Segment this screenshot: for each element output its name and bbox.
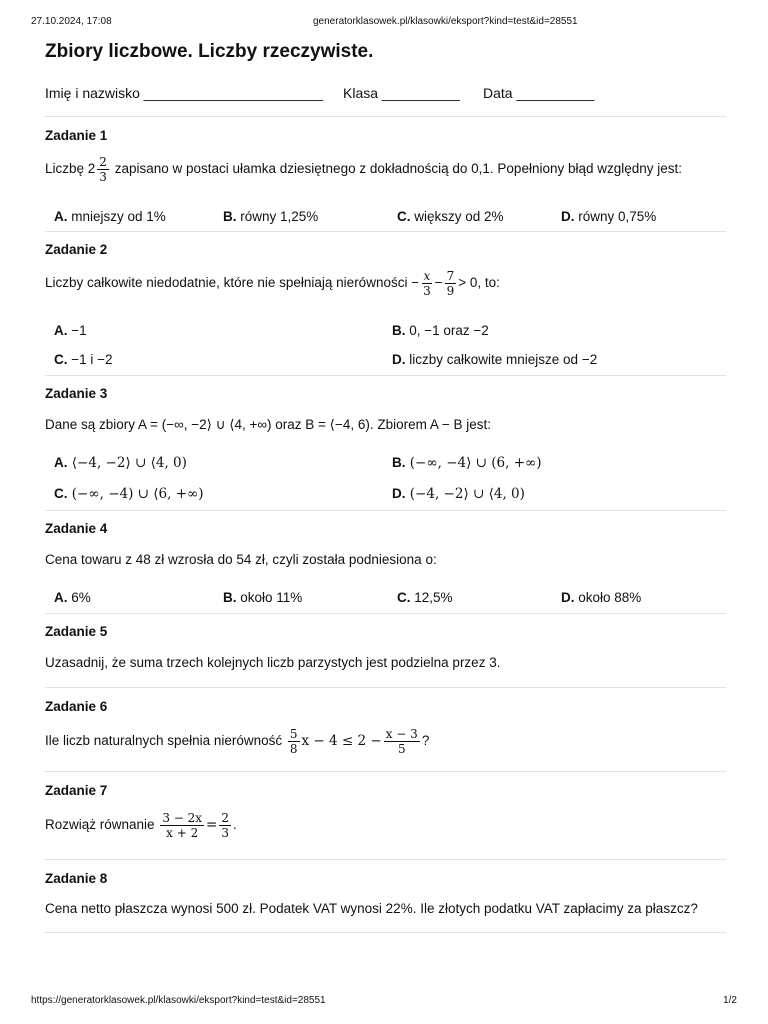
task-title: Zadanie 1: [45, 128, 108, 143]
print-date: 27.10.2024, 17:08: [31, 16, 112, 27]
task-title: Zadanie 8: [45, 871, 108, 886]
answer-option[interactable]: A. mniejszy od 1%: [54, 209, 166, 224]
print-footer-url: https://generatorklasowek.pl/klasowki/eksport?kind=test&id=28551: [31, 995, 326, 1006]
fraction-numerator: 2: [99, 155, 107, 169]
question-text: ?: [421, 733, 430, 749]
fraction-denominator: 3: [423, 284, 431, 298]
divider: [45, 932, 726, 933]
task-question: [45, 155, 682, 184]
task-8: [45, 860, 726, 932]
task-question: Cena towaru z 48 zł wzrosła do 54 zł, czyli została podniesiona o:: [45, 552, 437, 567]
fraction-denominator: 3: [221, 826, 229, 840]
answer-option[interactable]: D. liczby całkowite mniejsze od −2: [392, 352, 598, 367]
answer-option[interactable]: C. większy od 2%: [397, 209, 504, 224]
fraction: [384, 727, 420, 756]
answer-option[interactable]: D. równy 0,75%: [561, 209, 657, 224]
task-question: Dane są zbiory A = (−∞, −2⟩ ∪ ⟨4, +∞) oraz B = ⟨−4, 6). Zbiorem A − B jest:: [45, 417, 492, 432]
fraction-denominator: 8: [289, 742, 298, 756]
task-title: Zadanie 2: [45, 242, 108, 257]
fraction-denominator: 3: [99, 170, 107, 184]
student-info-line: [45, 85, 726, 105]
answer-option[interactable]: B. równy 1,25%: [223, 209, 319, 224]
name-field-label: Imię i nazwisko _______________________: [45, 85, 323, 101]
task-title: Zadanie 7: [45, 783, 108, 798]
fraction: [421, 269, 433, 298]
task-1: [45, 117, 726, 231]
task-3: [45, 376, 726, 510]
task-2: [45, 232, 726, 375]
math-expression: x − 4 ≤ 2 −: [301, 733, 382, 750]
answer-option[interactable]: D. około 88%: [561, 590, 642, 605]
question-text: .: [233, 817, 237, 833]
page-number: 1/2: [723, 995, 737, 1006]
task-title: Zadanie 3: [45, 386, 108, 401]
task-4: [45, 511, 726, 613]
fraction-denominator: 5: [397, 742, 406, 756]
question-text: Liczby całkowite niedodatnie, które nie spełniają nierówności −: [45, 275, 420, 291]
task-title: Zadanie 5: [45, 624, 108, 639]
fraction: [288, 727, 300, 756]
task-question: Cena netto płaszcza wynosi 500 zł. Podatek VAT wynosi 22%. Ile złotych podatku VAT zapłacimy za płaszcz?: [45, 901, 698, 916]
print-footer: [31, 995, 737, 1009]
fraction-numerator: 3 − 2x: [162, 811, 203, 825]
question-text: zapisano w postaci ułamka dziesiętnego z dokładnością do 0,1. Popełniony błąd względny jest:: [110, 161, 683, 177]
question-text: > 0, to:: [458, 275, 500, 291]
fraction-numerator: x: [423, 269, 431, 283]
answer-option[interactable]: C. (−∞, −4) ∪ ⟨6, +∞): [54, 486, 204, 502]
task-5: [45, 614, 726, 687]
task-question: [45, 811, 237, 840]
fraction: [219, 811, 231, 840]
answer-option[interactable]: B. (−∞, −4⟩ ∪ (6, +∞): [392, 455, 542, 471]
fraction: [160, 811, 204, 840]
task-7: [45, 772, 726, 859]
fraction-numerator: x − 3: [385, 727, 418, 741]
task-title: Zadanie 4: [45, 521, 108, 536]
test-sheet: [45, 40, 726, 933]
answer-option[interactable]: C. 12,5%: [397, 590, 453, 605]
task-question: [45, 269, 500, 298]
math-operator: −: [434, 275, 443, 291]
fraction-numerator: 2: [221, 811, 229, 825]
answer-option[interactable]: C. −1 i −2: [54, 352, 113, 367]
answer-option[interactable]: A. ⟨−4, −2⟩ ∪ ⟨4, 0): [54, 455, 187, 471]
fraction-numerator: 7: [446, 269, 455, 283]
task-question: Uzasadnij, że suma trzech kolejnych liczb parzystych jest podzielna przez 3.: [45, 655, 501, 670]
math-operator: =: [206, 817, 218, 834]
fraction-numerator: 5: [289, 727, 298, 741]
answer-option[interactable]: A. −1: [54, 323, 87, 338]
question-text: Liczbę 2: [45, 161, 96, 177]
print-header: [31, 16, 737, 30]
fraction-denominator: 9: [446, 284, 455, 298]
task-question: [45, 727, 429, 756]
question-text: Rozwiąż równanie: [45, 817, 159, 833]
answer-option[interactable]: A. 6%: [54, 590, 91, 605]
page-title: Zbiory liczbowe. Liczby rzeczywiste.: [45, 41, 374, 62]
fraction-denominator: x + 2: [166, 826, 199, 840]
fraction: [445, 269, 457, 298]
task-title: Zadanie 6: [45, 699, 108, 714]
answer-option[interactable]: D. (−4, −2⟩ ∪ ⟨4, 0): [392, 486, 525, 502]
class-field-label: Klasa __________: [343, 85, 460, 101]
answer-option[interactable]: B. około 11%: [223, 590, 303, 605]
task-6: [45, 688, 726, 771]
question-text: Ile liczb naturalnych spełnia nierówność: [45, 733, 286, 749]
fraction: [97, 155, 109, 184]
answer-option[interactable]: B. 0, −1 oraz −2: [392, 323, 489, 338]
date-field-label: Data __________: [483, 85, 595, 101]
print-url: generatorklasowek.pl/klasowki/eksport?kind=test&id=28551: [313, 16, 578, 27]
